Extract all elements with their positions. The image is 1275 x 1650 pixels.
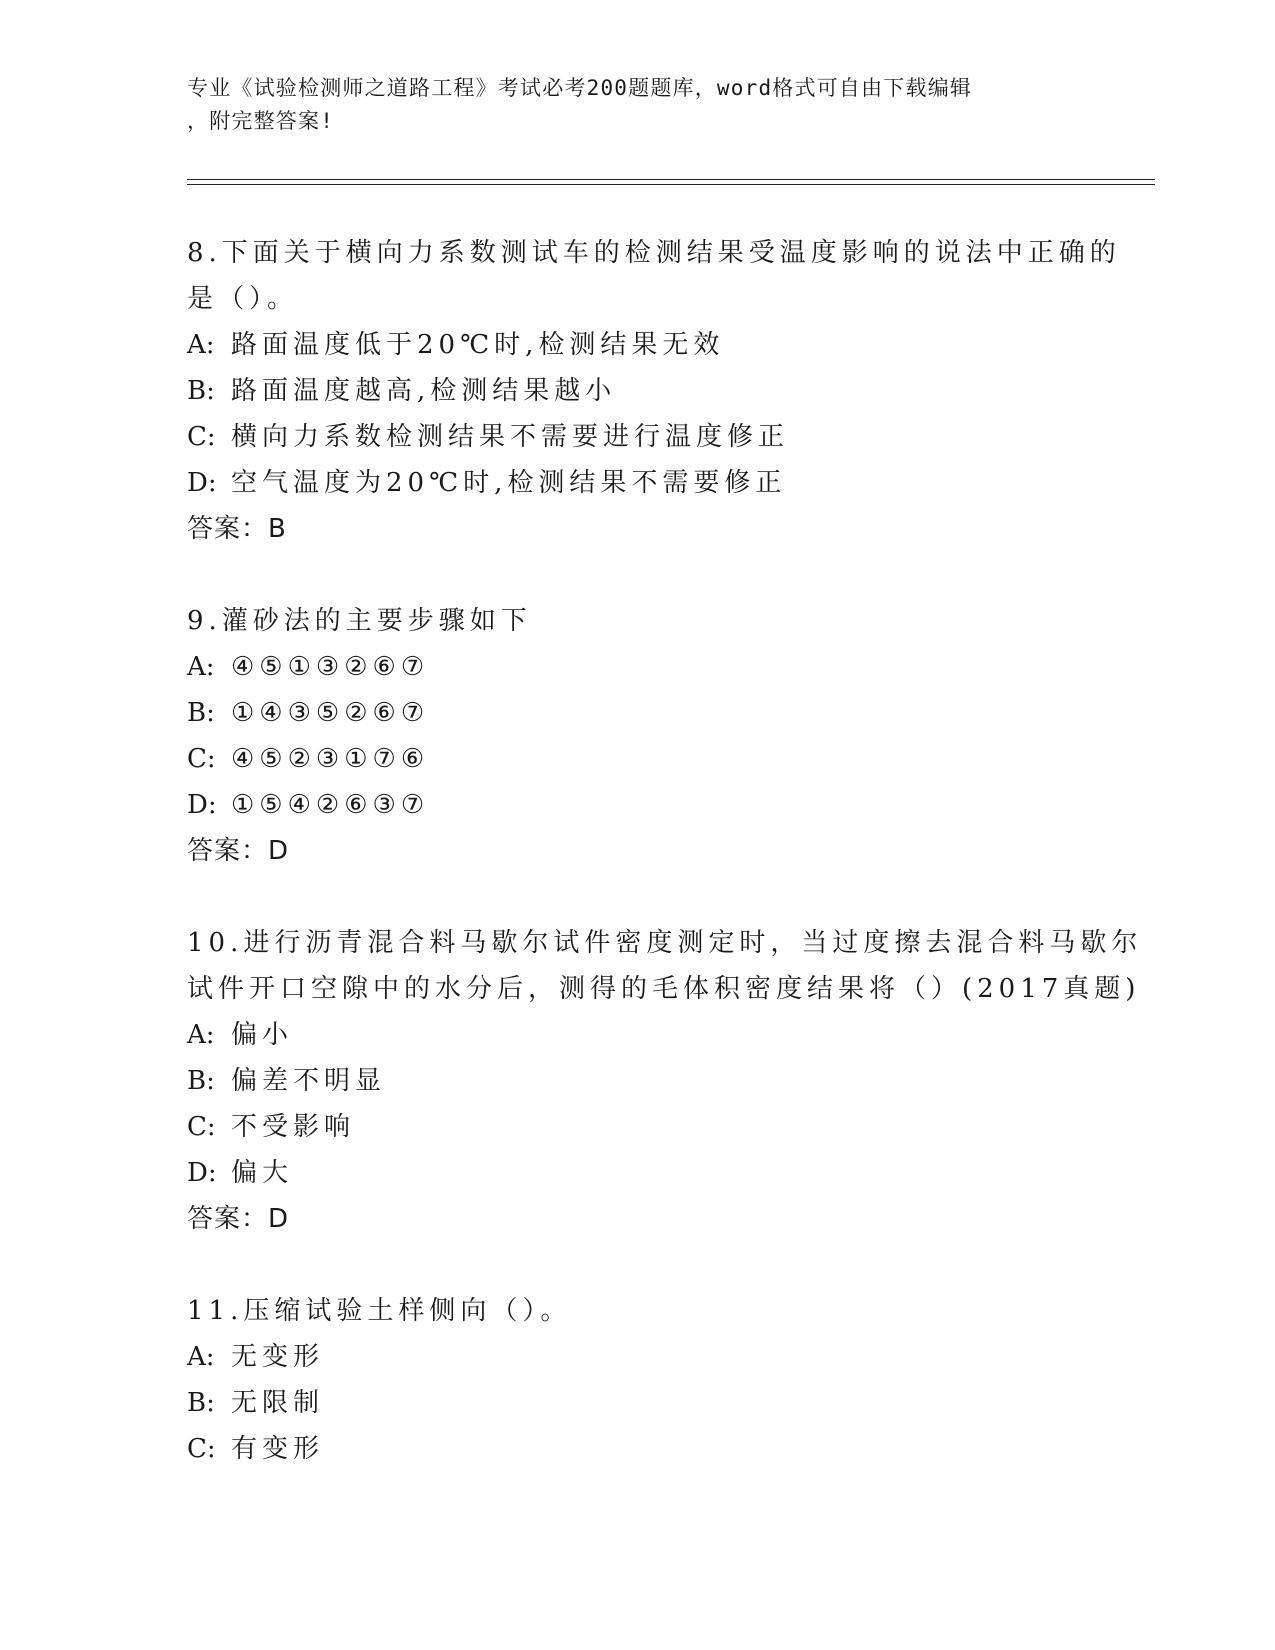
option-text: 路面温度越高,检测结果越小 (231, 376, 617, 406)
answer-option (187, 736, 1087, 782)
header-divider-top (187, 179, 1155, 180)
option-label: A: (187, 1342, 215, 1372)
option-label: D: (187, 1158, 217, 1188)
question-stem: 9.灌砂法的主要步骤如下 (187, 606, 532, 636)
option-label: A: (187, 652, 215, 682)
option-text: 偏差不明显 (231, 1066, 387, 1096)
answer-option (187, 1334, 1087, 1380)
option-label: B: (187, 698, 215, 728)
answer-option (187, 1380, 1087, 1426)
question-block (187, 598, 1087, 874)
header-divider-bottom (187, 184, 1155, 185)
answer-option (187, 1058, 1087, 1104)
option-text: 偏小 (231, 1020, 294, 1050)
document-header (187, 72, 1067, 138)
question-stem: 试件开口空隙中的水分后，测得的毛体积密度结果将（）(2017真题) (187, 974, 1141, 1004)
question-stem: 8.下面关于横向力系数测试车的检测结果受温度影响的说法中正确的 (187, 238, 1121, 268)
option-text: 横向力系数检测结果不需要进行温度修正 (231, 422, 790, 452)
option-label: B: (187, 1388, 215, 1418)
option-text: 空气温度为20℃时,检测结果不需要修正 (231, 468, 787, 498)
option-label: B: (187, 376, 215, 406)
option-label: B: (187, 1066, 215, 1096)
question-stem: 10.进行沥青混合料马歇尔试件密度测定时，当过度擦去混合料马歇尔 (187, 928, 1143, 958)
answer-option (187, 1426, 1087, 1472)
answer-option (187, 460, 1087, 506)
option-label: C: (187, 1434, 216, 1464)
header-line-1: 专业《试验检测师之道路工程》考试必考200题题库，word格式可自由下载编辑 (187, 76, 973, 100)
answer-option (187, 782, 1087, 828)
option-text: 不受影响 (231, 1112, 356, 1142)
answer-key: 答案：D (187, 836, 290, 866)
answer-option (187, 644, 1087, 690)
answer-key: 答案：B (187, 514, 287, 544)
option-label: C: (187, 1112, 216, 1142)
answer-option (187, 1150, 1087, 1196)
option-text: 路面温度低于20℃时,检测结果无效 (231, 330, 725, 360)
option-text: 无限制 (231, 1388, 325, 1418)
answer-option (187, 1012, 1087, 1058)
question-stem: 11.压缩试验土样侧向（）。 (187, 1296, 572, 1326)
option-label: D: (187, 790, 217, 820)
header-line-2: ，附完整答案! (187, 109, 335, 133)
option-label: C: (187, 744, 216, 774)
option-text: ④⑤①③②⑥⑦ (231, 652, 430, 682)
answer-option (187, 1104, 1087, 1150)
answer-option (187, 368, 1087, 414)
answer-option (187, 322, 1087, 368)
answer-option (187, 690, 1087, 736)
question-block (187, 920, 1143, 1242)
question-list (187, 230, 1143, 1518)
option-label: A: (187, 1020, 215, 1050)
answer-option (187, 414, 1087, 460)
option-text: ①④③⑤②⑥⑦ (231, 698, 430, 728)
option-text: ①⑤④②⑥③⑦ (231, 790, 430, 820)
option-text: ④⑤②③①⑦⑥ (231, 744, 430, 774)
question-block (187, 230, 1121, 552)
option-label: A: (187, 330, 215, 360)
question-stem: 是（）。 (187, 284, 299, 314)
option-label: C: (187, 422, 216, 452)
answer-key: 答案：D (187, 1204, 290, 1234)
option-text: 偏大 (231, 1158, 294, 1188)
option-label: D: (187, 468, 217, 498)
option-text: 有变形 (231, 1434, 325, 1464)
option-text: 无变形 (231, 1342, 325, 1372)
question-block (187, 1288, 1087, 1472)
